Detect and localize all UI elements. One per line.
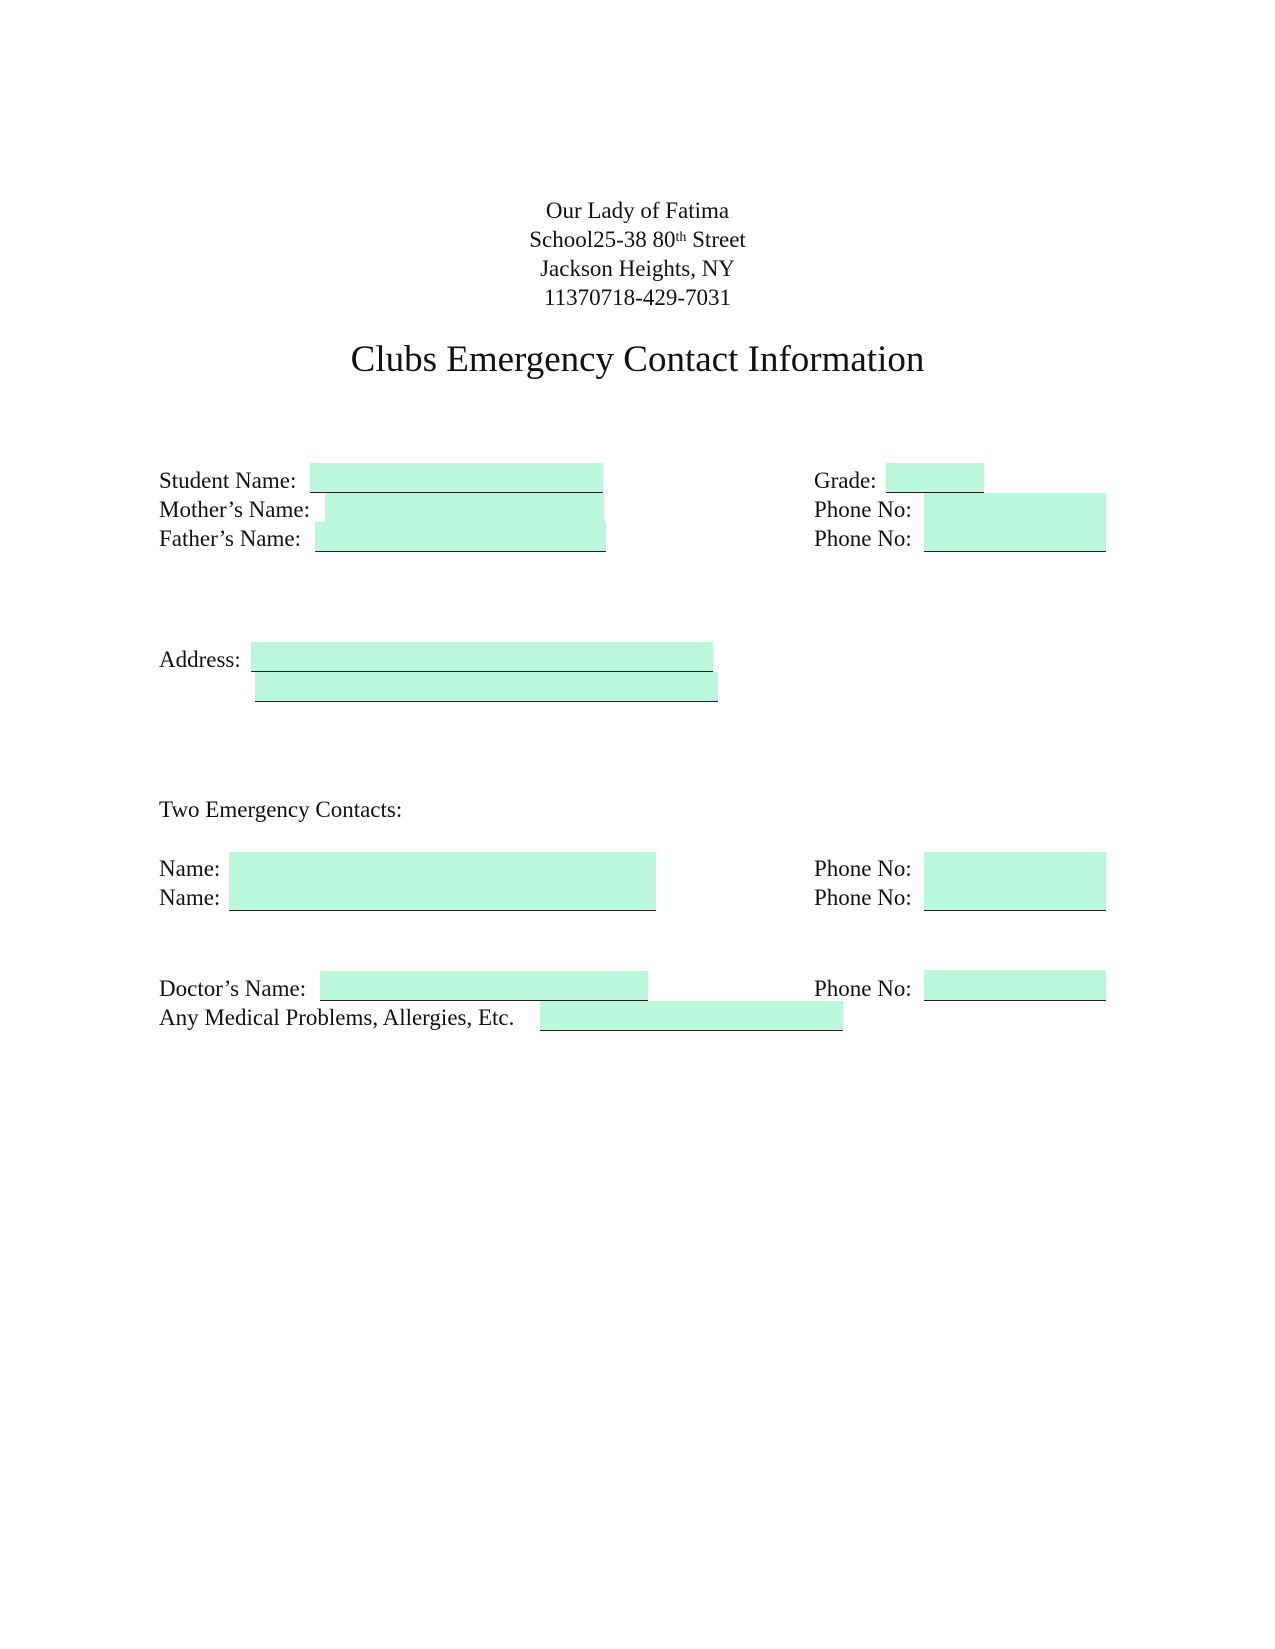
- contact-2-phone-label: Phone No:: [814, 885, 912, 910]
- school-city-line: Jackson Heights, NY: [540, 256, 735, 281]
- phone-2-label: Phone No:: [814, 526, 912, 551]
- father-name-field[interactable]: [315, 522, 606, 552]
- street-text: Street: [686, 227, 746, 252]
- address-line-1-field[interactable]: [251, 642, 713, 672]
- form-title: Clubs Emergency Contact Information: [350, 339, 925, 380]
- contact-2-phone-field[interactable]: [924, 881, 1106, 911]
- student-name-label: Student Name:: [159, 468, 297, 493]
- address-line-2-field[interactable]: [255, 672, 718, 702]
- school-zip-phone-line: 11370718-429-7031: [544, 285, 731, 310]
- phone-2-field[interactable]: [924, 522, 1106, 552]
- grade-field[interactable]: [886, 463, 984, 493]
- contact-2-name-label: Name:: [159, 885, 221, 910]
- emergency-contacts-heading: Two Emergency Contacts:: [159, 797, 403, 822]
- address-label: Address:: [159, 647, 241, 672]
- doctor-phone-field[interactable]: [924, 970, 1106, 1001]
- medical-problems-label: Any Medical Problems, Allergies, Etc.: [159, 1005, 515, 1030]
- phone-1-label: Phone No:: [814, 497, 912, 522]
- contact-1-phone-field[interactable]: [924, 852, 1106, 882]
- grade-label: Grade:: [814, 468, 877, 493]
- ordinal-suffix: th: [675, 230, 687, 245]
- mother-name-field[interactable]: [325, 493, 604, 523]
- student-name-field[interactable]: [310, 463, 603, 493]
- father-name-label: Father’s Name:: [159, 526, 302, 551]
- doctor-name-field[interactable]: [320, 971, 648, 1001]
- doctor-name-label: Doctor’s Name:: [159, 976, 307, 1001]
- phone-1-field[interactable]: [924, 493, 1106, 523]
- school-address-text: School25-38 80: [529, 227, 676, 252]
- medical-problems-field[interactable]: [540, 1001, 843, 1031]
- contact-1-phone-label: Phone No:: [814, 856, 912, 881]
- doctor-phone-label: Phone No:: [814, 976, 912, 1001]
- school-header: [0, 196, 1275, 312]
- contact-1-name-field[interactable]: [229, 852, 656, 882]
- contact-1-name-label: Name:: [159, 856, 221, 881]
- contact-2-name-field[interactable]: [229, 881, 656, 911]
- school-name-line: Our Lady of Fatima: [545, 198, 730, 223]
- mother-name-label: Mother’s Name:: [159, 497, 310, 522]
- school-address-line: [0, 225, 1275, 254]
